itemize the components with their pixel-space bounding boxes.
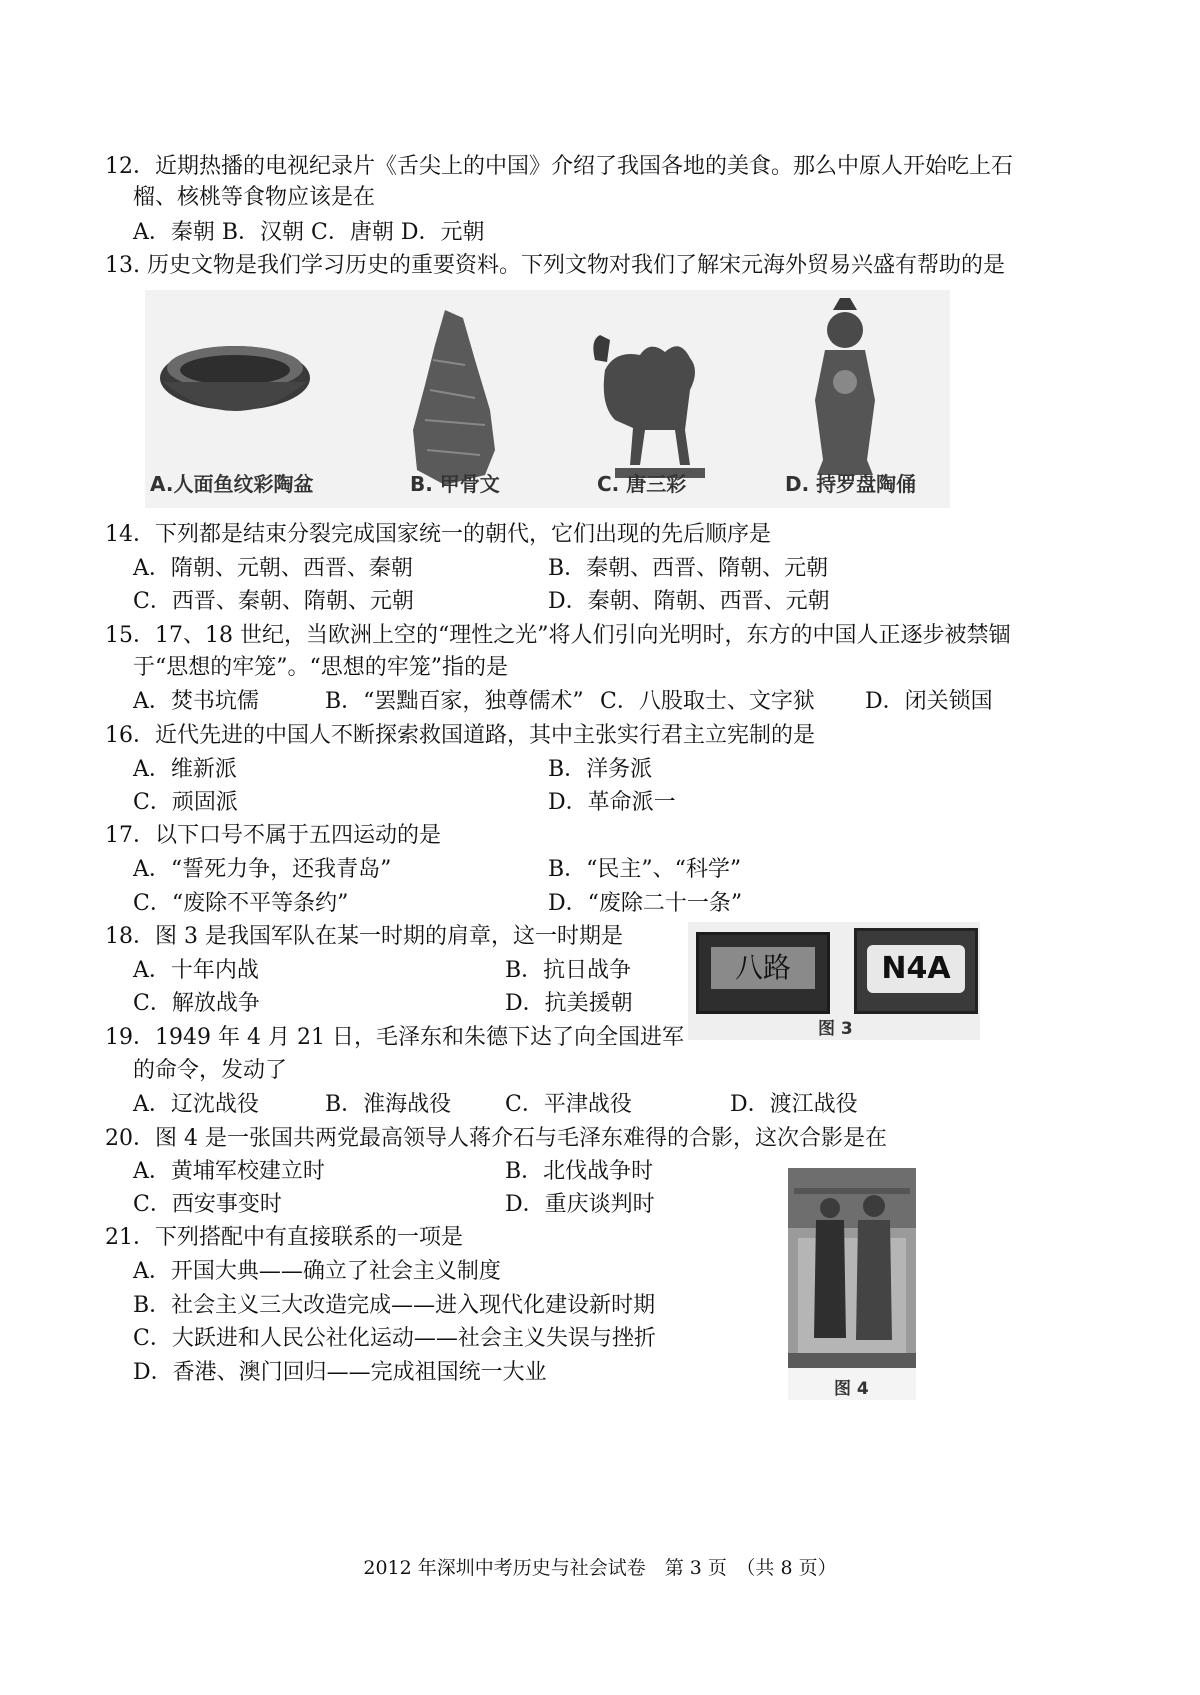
badge-new-fourth-army [854,928,978,1014]
q17-option-c: C．“废除不平等条约” [133,891,349,916]
q16-option-c: C．顽固派 [133,790,238,815]
q13-stem: 13. 历史文物是我们学习历史的重要资料。下列文物对我们了解宋元海外贸易兴盛有帮助的是 [105,253,1005,278]
q12-options: A．秦朝 B．汉朝 C．唐朝 D．元朝 [133,220,485,245]
q20-option-b: B．北伐战争时 [505,1159,654,1184]
q20-option-c: C．西安事变时 [133,1192,282,1217]
figure-3-shoulder-badges [688,922,980,1040]
figure-4-photo [788,1168,916,1400]
badge-eighth-route-army [696,932,830,1014]
q20-option-d: D．重庆谈判时 [505,1192,655,1217]
q18-option-c: C．解放战争 [133,991,260,1016]
q14-option-b: B．秦朝、西晋、隋朝、元朝 [548,556,829,581]
q17-option-b: B．“民主”、“科学” [548,857,742,882]
q19-option-d: D．渡江战役 [730,1092,858,1117]
q19-option-a: A．辽沈战役 [133,1092,259,1117]
badge-n4a-text: N4A [867,945,965,993]
caption-c: C. 唐三彩 [597,472,687,496]
tang-sancai-camel-image [593,335,705,478]
q14-option-a: A．隋朝、元朝、西晋、秦朝 [133,556,413,581]
q13-artifacts-figure [145,290,950,508]
figure-3-label: 图 3 [818,1019,853,1039]
q19-option-c: C．平津战役 [505,1092,632,1117]
figure-4-label: 图 4 [834,1379,869,1399]
q19-stem-line1: 19．1949 年 4 月 21 日，毛泽东和朱德下达了向全国进军 [105,1025,684,1050]
q20-option-a: A．黄埔军校建立时 [133,1159,325,1184]
caption-b: B. 甲骨文 [410,472,500,496]
q18-option-a: A．十年内战 [133,958,259,983]
q19-stem-line2: 的命令，发动了 [133,1058,288,1083]
q21-stem: 21．下列搭配中有直接联系的一项是 [105,1225,463,1250]
q17-option-a: A．“誓死力争，还我青岛” [133,857,392,882]
q15-option-d: D．闭关锁国 [865,689,993,714]
q15-option-a: A．焚书坑儒 [133,689,259,714]
q15-stem-line2: 于“思想的牢笼”。“思想的牢笼”指的是 [133,655,508,680]
q12-stem-line2: 榴、核桃等食物应该是在 [133,185,376,210]
page-footer: 2012 年深圳中考历史与社会试卷 第 3 页 （共 8 页） [363,1557,837,1579]
q18-option-d: D．抗美援朝 [505,991,633,1016]
oracle-bone-image [413,310,495,485]
q17-option-d: D．“废除二十一条” [548,891,743,916]
caption-a: A.人面鱼纹彩陶盆 [150,472,314,496]
q16-option-b: B．洋务派 [548,757,653,782]
q15-option-b: B．“罢黜百家，独尊儒术” [325,689,584,714]
q19-option-b: B．淮海战役 [325,1092,452,1117]
q16-option-d: D．革命派一 [548,790,676,815]
q14-option-d: D．秦朝、隋朝、西晋、元朝 [548,589,830,614]
q18-stem: 18．图 3 是我国军队在某一时期的肩章，这一时期是 [105,924,623,949]
badge-eighth-route-text: 八路 [711,947,815,989]
q14-stem: 14．下列都是结束分裂完成国家统一的朝代，它们出现的先后顺序是 [105,522,771,547]
q21-option-d: D．香港、澳门回归——完成祖国统一大业 [133,1360,547,1385]
q18-option-b: B．抗日战争 [505,958,632,983]
compass-figurine-image [815,298,875,475]
q20-stem: 20．图 4 是一张国共两党最高领导人蒋介石与毛泽东难得的合影，这次合影是在 [105,1126,887,1151]
q17-stem: 17．以下口号不属于五四运动的是 [105,823,441,848]
q12-stem-line1: 12．近期热播的电视纪录片《舌尖上的中国》介绍了我国各地的美食。那么中原人开始吃上石 [105,154,1013,179]
q21-option-a: A．开国大典——确立了社会主义制度 [133,1259,501,1284]
caption-d: D. 持罗盘陶俑 [785,472,917,496]
q15-option-c: C．八股取士、文字狱 [600,689,815,714]
q21-option-c: C．大跃进和人民公社化运动——社会主义失误与挫折 [133,1326,656,1351]
q16-stem: 16．近代先进的中国人不断探索救国道路，其中主张实行君主立宪制的是 [105,723,815,748]
pottery-basin-image [160,346,310,411]
q14-option-c: C．西晋、秦朝、隋朝、元朝 [133,589,414,614]
chiang-mao-photo-image [788,1168,916,1368]
q15-stem-line1: 15．17、18 世纪，当欧洲上空的“理性之光”将人们引向光明时，东方的中国人正逐步被禁锢 [105,623,1011,648]
q16-option-a: A．维新派 [133,757,237,782]
q21-option-b: B．社会主义三大改造完成——进入现代化建设新时期 [133,1293,656,1318]
